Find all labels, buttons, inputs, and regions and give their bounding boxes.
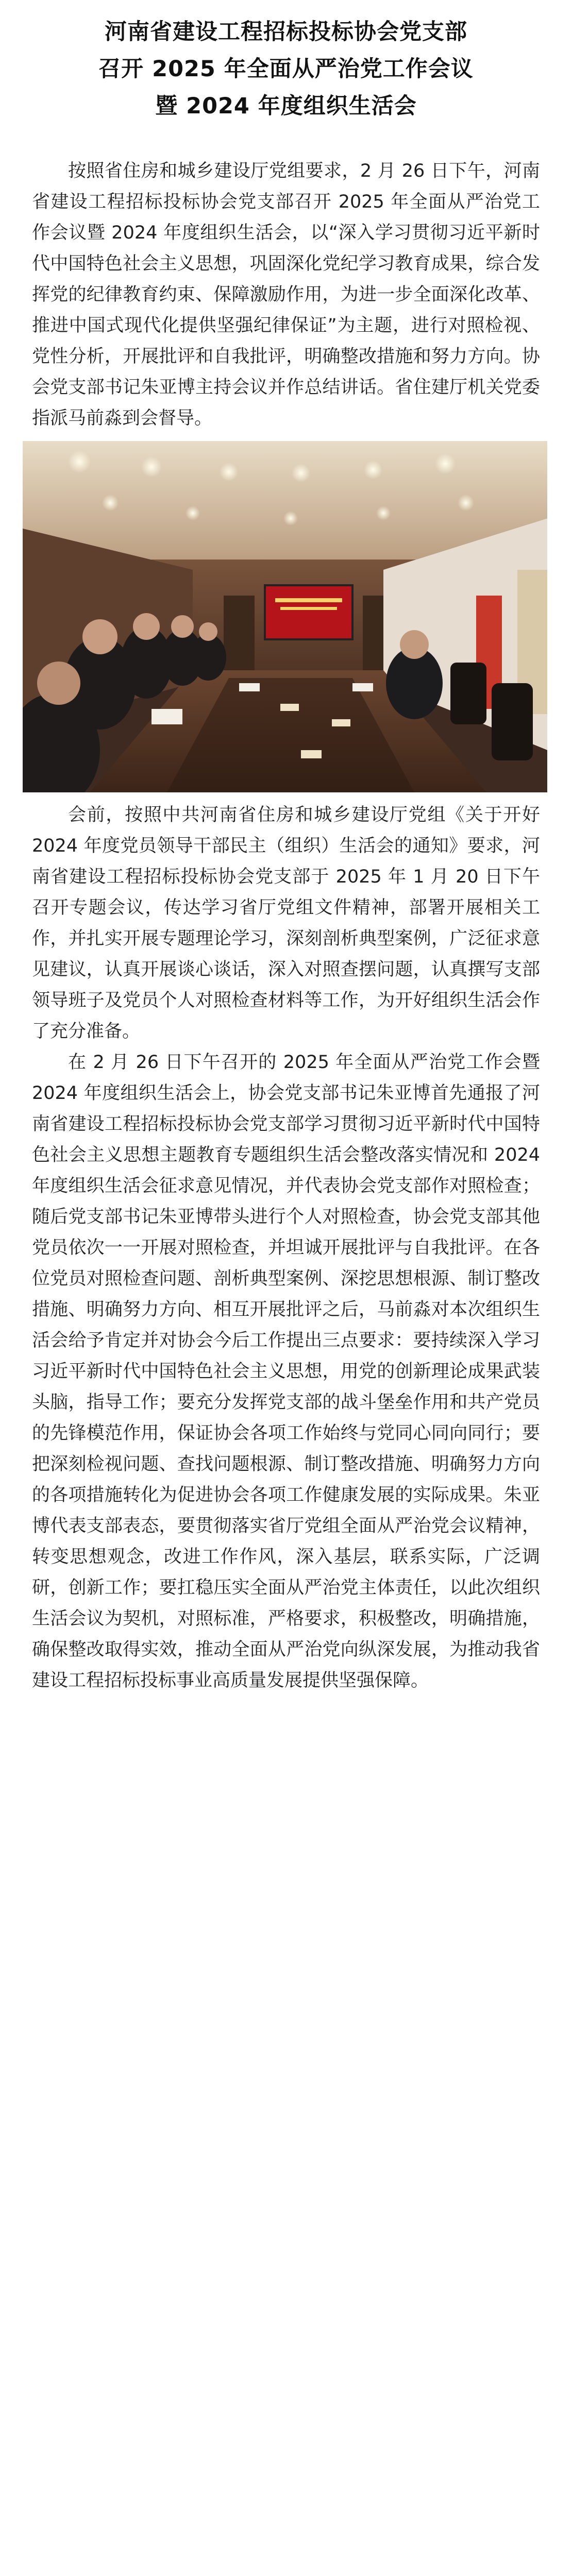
meeting-photo-image bbox=[23, 441, 547, 792]
paragraph-meeting: 在 2 月 26 日下午召开的 2025 年全面从严治党工作会暨 2024 年度组织生活会上，协会党支部书记朱亚博首先通报了河南省建设工程招标投标协会党支部学习贯彻习近平新时代中国特色社会主义思想主题教育专题组织生活会整改落实情况和 2024 年度组织生活会征求意见情况，并代表协会党支部作对照检查；随后党支部书记朱亚博带头进行个人对照检查，协会党支部其他党员依次一一开展对照检查，并坦诚开展批评与自我批评。在各位党员对照检查问题、剖析典型案例、深挖思想根源、制订整改措施、明确努力方向、相互开展批评之后，马前淼对本次组织生活会给予肯定并对协会今后工作提出三点要求：要持续深入学习习近平新时代中国特色社会主义思想，用党的创新理论成果武装头脑，指导工作；要充分发挥党支部的战斗堡垒作用和共产党员的先锋模范作用，保证协会各项工作始终与党同心同向同行；要把深刻检视问题、查找问题根源、制订整改措施、明确努力方向的各项措施转化为促进协会各项工作健康发展的实际成果。朱亚博代表支部表态，要贯彻落实省厅党组全面从严治党会议精神，转变思想观念，改进工作作风，深入基层，联系实际，广泛调研，创新工作；要扛稳压实全面从严治党主体责任，以此次组织生活会议为契机，对照标准，严格要求，积极整改，明确措施，确保整改取得实效，推动全面从严治党向纵深发展，为推动我省建设工程招标投标事业高质量发展提供坚强保障。 bbox=[32, 1052, 540, 1691]
paragraph-intro: 按照省住房和城乡建设厅党组要求，2 月 26 日下午，河南省建设工程招标投标协会党支部召开 2025 年全面从严治党工作会议暨 2024 年度组织生活会，以“深入学习贯彻习近平新时代中国特色社会主义思想，巩固深化党纪学习教育成果，综合发挥党的纪律教育约束、保障激励作用，为进一步全面深化改革、推进中国式现代化提供坚强纪律保证”为主题，进行对照检视、党性分析，开展批评和自我批评，明确整改措施和努力方向。协会党支部书记朱亚博主持会议并作总结讲话。省住建厅机关党委指派马前淼到会督导。 bbox=[32, 161, 540, 429]
article-title bbox=[0, 13, 572, 125]
paragraph-preparation: 会前，按照中共河南省住房和城乡建设厅党组《关于开好 2024 年度党员领导干部民主（组织）生活会的通知》要求，河南省建设工程招标投标协会党支部于 2025 年 1 月 20 日下午召开专题会议，传达学习省厅党组文件精神，部署开展相关工作，并扎实开展专题理论学习，深刻剖析典型案例，广泛征求意见建议，认真开展谈心谈话，深入对照查摆问题，认真撰写支部领导班子及党员个人对照检查材料等工作，为开好组织生活会作了充分准备。 bbox=[32, 805, 540, 1042]
title-line-1: 河南省建设工程招标投标协会党支部 bbox=[105, 19, 467, 45]
title-line-3: 暨 2024 年度组织生活会 bbox=[155, 93, 417, 119]
title-line-2: 召开 2025 年全面从严治党工作会议 bbox=[98, 56, 474, 82]
meeting-photo bbox=[23, 441, 547, 792]
